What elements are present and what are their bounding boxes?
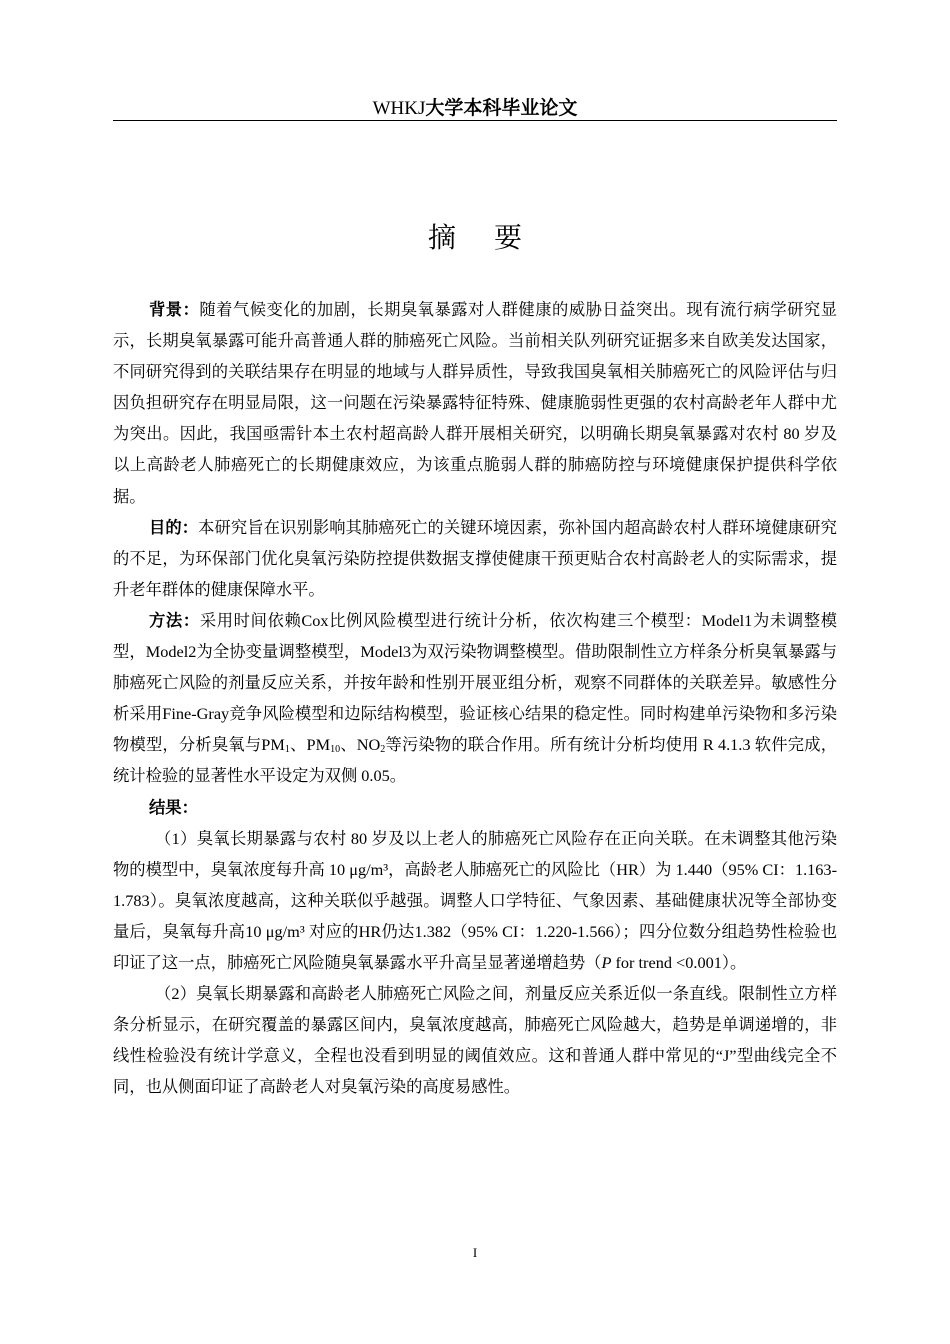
abstract-body — [113, 294, 837, 1102]
results-item-1-text: （1）臭氧长期暴露与农村 80 岁及以上老人的肺癌死亡风险存在正向关联。在未调整其他污染物的模型中，臭氧浓度每升高 10 μg/m³，高龄老人肺癌死亡的风险比（HR）为 1.440（95% CI：1.163-1.783）。臭氧浓度越高，这种关联似乎越强。调整人口学特征、气象因素、基础健康状况等全部协变量后，臭氧每升高10 μg/m³ 对应的HR仍达1.382（95% CI：1.220-1.566）；四分位数分组趋势性检验也印证了这一点，肺癌死亡风险随臭氧暴露水平升高呈显著递增趋势（ — [113, 828, 837, 972]
objective-paragraph — [113, 512, 837, 605]
objective-text: 本研究旨在识别影响其肺癌死亡的关键环境因素，弥补国内超高龄农村人群环境健康研究的不足，为环保部门优化臭氧污染防控提供数据支撑使健康干预更贴合农村高龄老人的实际需求，提升老年群体的健康保障水平。 — [113, 517, 837, 599]
background-paragraph — [113, 294, 837, 512]
label-colon: ： — [182, 300, 200, 319]
label-colon: ： — [181, 797, 198, 817]
results-item-1-tail: for trend <0.001）。 — [611, 952, 747, 972]
header-rule — [113, 120, 837, 121]
methods-paragraph — [113, 605, 837, 792]
methods-text-2: 、PM — [289, 735, 331, 755]
pm1-subscript: 1 — [284, 744, 290, 756]
methods-text-4: 等污染物的联合作用。所有统计分析均使用 R 4.1.3 软件完成，统计检验的显著性水平设定为双侧 0.05。 — [113, 735, 837, 786]
thesis-type: 大学本科毕业论文 — [425, 97, 578, 119]
pm10-subscript: 10 — [330, 744, 341, 756]
background-text: 随着气候变化的加剧，长期臭氧暴露对人群健康的威胁日益突出。现有流行病学研究显示，长期臭氧暴露可能升高普通人群的肺癌死亡风险。当前相关队列研究证据多来自欧美发达国家，不同研究得到的关联结果存在明显的地域与人群异质性，导致我国臭氧相关肺癌死亡的风险评估与归因负担研究存在明显局限，这一问题在污染暴露特征特殊、健康脆弱性更强的农村高龄老年人群中尤为突出。因此，我国亟需针本土农村超高龄人群开展相关研究，以明确长期臭氧暴露对农村 80 岁及以上高龄老人肺癌死亡的长期健康效应，为该重点脆弱人群的肺癌防控与环境健康保护提供科学依据。 — [113, 300, 837, 506]
running-header — [113, 93, 837, 120]
no2-subscript: 2 — [380, 744, 386, 756]
label-colon: ： — [182, 610, 200, 630]
methods-label: 方法 — [149, 610, 183, 630]
results-label: 结果 — [149, 797, 182, 817]
results-heading — [113, 792, 837, 823]
school-code: WHKJ — [372, 98, 426, 119]
background-label: 背景 — [149, 300, 183, 319]
results-item-2-text: （2）臭氧长期暴露和高龄老人肺癌死亡风险之间，剂量反应关系近似一条直线。限制性立方样条分析显示，在研究覆盖的暴露区间内，臭氧浓度越高，肺癌死亡风险越大，趋势是单调递增的，非线性检验没有统计学意义，全程也没看到明显的阈值效应。这和普通人群中常见的“J”型曲线完全不同，也从侧面印证了高龄老人对臭氧污染的高度易感性。 — [113, 984, 837, 1097]
results-item-2 — [113, 978, 837, 1102]
p-symbol: P — [601, 952, 612, 972]
results-item-1 — [113, 823, 837, 978]
page-number: I — [472, 1245, 478, 1260]
page-title: 摘要 — [427, 221, 560, 254]
methods-text-1: 采用时间依赖Cox比例风险模型进行统计分析，依次构建三个模型：Model1为未调整模型，Model2为全协变量调整模型，Model3为双污染物调整模型。借助限制性立方样条分析臭氧暴露与肺癌死亡风险的剂量反应关系，并按年龄和性别开展亚组分析，观察不同群体的关联差异。敏感性分析采用Fine-Gray竞争风险模型和边际结构模型，验证核心结果的稳定性。同时构建单污染物和多污染物模型，分析臭氧与PM — [113, 610, 837, 755]
objective-label: 目的 — [149, 517, 182, 537]
label-colon: ： — [181, 517, 199, 537]
methods-text-3: 、NO — [340, 735, 381, 755]
